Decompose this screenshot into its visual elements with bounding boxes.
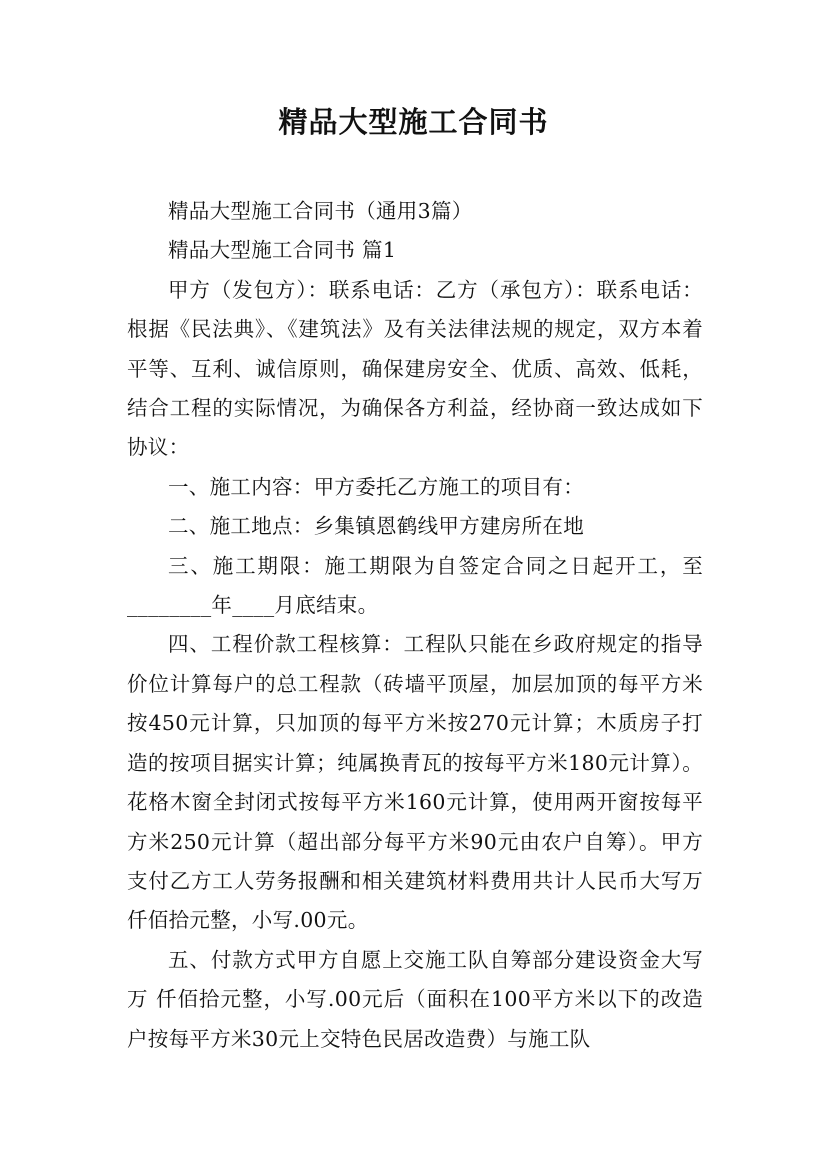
paragraph-section-heading: 精品大型施工合同书 篇1 bbox=[168, 238, 397, 263]
paragraph-clause-4: 四、工程价款工程核算：工程队只能在乡政府规定的指导价位计算每户的总工程款（砖墙平顶屋，加层加顶的每平方米按450元计算，只加顶的每平方米按270元计算；木质房子打造的按项目据实计算；纯属换青瓦的按每平方米180元计算）。花格木窗全封闭式按每平方米160元计算，使用两开窗按每平方米250元计算（超出部分每平方米90元由农户自筹）。甲方支付乙方工人劳务报酬和相关建筑材料费用共计人民币大写万仟佰拾元整，小写.00元。 bbox=[127, 632, 703, 933]
document-body bbox=[127, 192, 703, 1059]
paragraph-subtitle: 精品大型施工合同书（通用3篇） bbox=[168, 199, 473, 223]
paragraph-parties: 甲方（发包方）：联系电话：乙方（承包方）：联系电话：根据《民法典》、《建筑法》及有关法律法规的规定，双方本着平等、互利、诚信原则，确保建房安全、优质、高效、低耗，结合工程的实际情况，为确保各方利益，经协商一致达成如下协议： bbox=[127, 277, 703, 460]
document-title: 精品大型施工合同书 bbox=[278, 105, 549, 139]
paragraph-clause-1: 一、施工内容：甲方委托乙方施工的项目有： bbox=[168, 474, 584, 499]
paragraph-clause-2: 二、施工地点：乡集镇恩鹤线甲方建房所在地 bbox=[168, 514, 584, 539]
paragraph-clause-3: 三、施工期限：施工期限为自签定合同之日起开工，至________年____月底结束。 bbox=[127, 553, 703, 618]
paragraph-clause-5: 五、付款方式甲方自愿上交施工队自筹部分建设资金大写 万 仟佰拾元整，小写.00元后（面积在100平方米以下的改造户按每平方米30元上交特色民居改造费）与施工队 bbox=[127, 947, 703, 1051]
